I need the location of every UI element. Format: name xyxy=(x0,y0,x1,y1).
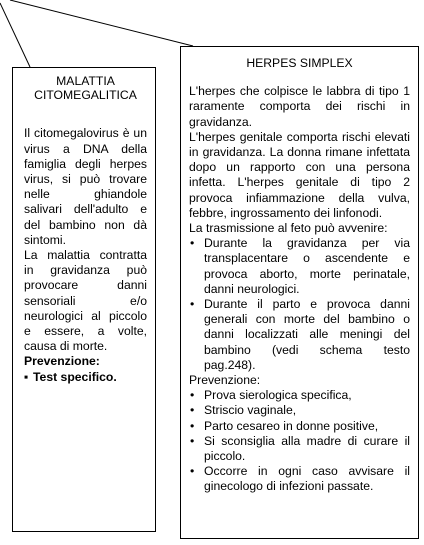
cytomegalovirus-title xyxy=(24,74,147,102)
herpes-prevention-item: • Striscio vaginale, xyxy=(189,403,410,418)
cytomegalovirus-prevention-heading: Prevenzione: xyxy=(24,354,100,369)
herpes-type1-paragraph: L'herpes che colpisce le labbra di tipo 1 raramente comporta dei rischi in gravidanza. xyxy=(189,84,410,129)
herpes-prevention-heading: Prevenzione: xyxy=(189,373,261,388)
cytomegalovirus-pregnancy-risk: La malattia contratta in gravidanza può provocare danni sensoriali e/o neurologici al piccolo e essere, a volte, causa di morte. xyxy=(24,248,147,354)
herpes-prevention-item: • Prova sierologica specifica, xyxy=(189,388,410,403)
cytomegalovirus-description: Il citomegalovirus è un virus a DNA della famiglia degli herpes virus, si può trovare nelle ghiandole salivari dell'adulto e del bambino non dà sintomi. xyxy=(24,126,147,247)
herpes-transmission-item: • Durante la gravidanza per via transplacentare o ascendente e provoca aborto, morte perinatale, danni neurologici. xyxy=(189,236,410,297)
herpes-genital-paragraph: L'herpes genitale comporta rischi elevati in gravidanza. La donna rimane infettata dopo un rapporto con una persona infetta. L'herpes genitale di tipo 2 provoca infiammazione della vulva, febbre, ingrossamento dei linfonodi. xyxy=(189,129,410,220)
cytomegalovirus-title-line2: CITOMEGALITICA xyxy=(34,88,137,103)
cytomegalovirus-box xyxy=(12,67,156,532)
herpes-prevention-item: • Parto cesareo in donne positive, xyxy=(189,419,410,434)
herpes-transmission-intro: La trasmissione al feto può avvenire: xyxy=(189,221,388,236)
herpes-prevention-item: • Occorre in ogni caso avvisare il ginecologo di infezioni passate. xyxy=(189,464,410,494)
herpes-simplex-box xyxy=(180,46,419,539)
cytomegalovirus-title-line1: MALATTIA xyxy=(56,74,115,88)
cytomegalovirus-prevention-list xyxy=(24,370,147,385)
herpes-simplex-title: HERPES SIMPLEX xyxy=(246,56,353,70)
herpes-transmission-list xyxy=(189,236,410,373)
herpes-prevention-list xyxy=(189,388,410,494)
cytomegalovirus-prevention-item: ▪ Test specifico. xyxy=(24,370,147,385)
herpes-transmission-item: • Durante il parto e provoca danni generali con morte del bambino o danni localizzati alle meningi del bambino (vedi schema testo pag.248). xyxy=(189,297,410,373)
herpes-prevention-item: • Si sconsiglia alla madre di curare il piccolo. xyxy=(189,434,410,464)
